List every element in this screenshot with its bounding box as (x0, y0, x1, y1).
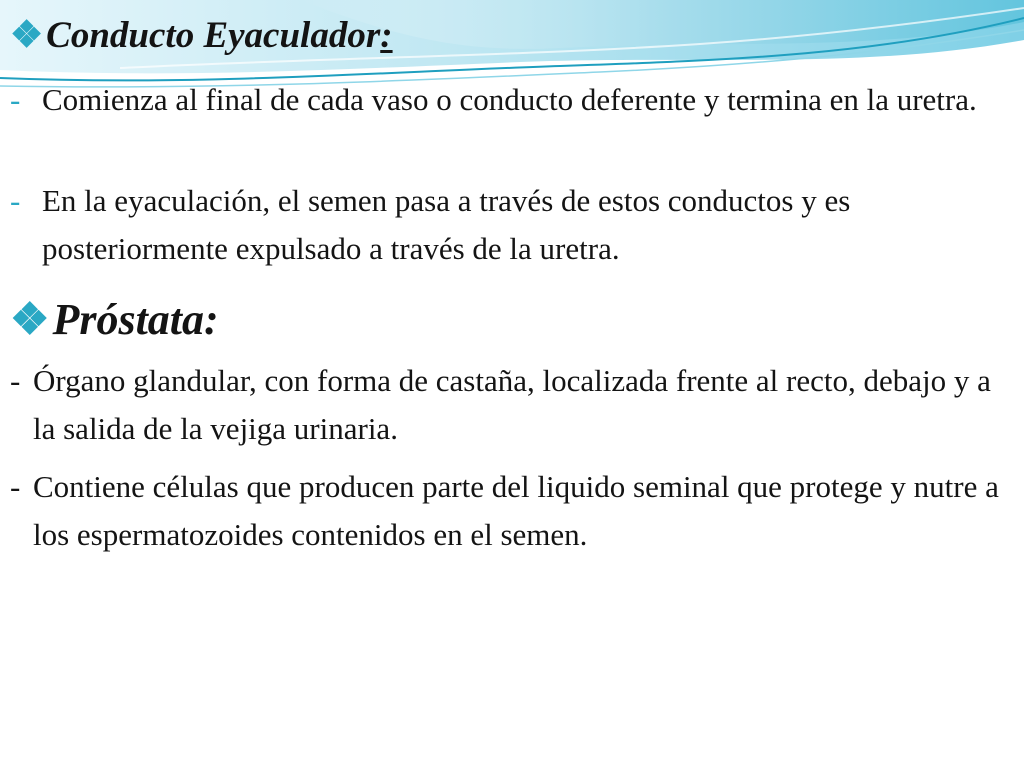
dash-bullet: - (10, 469, 21, 504)
dash-bullet: - (10, 363, 21, 398)
bullet-text-first-line-wrapper (10, 357, 1010, 453)
diamond-bullet-icon: ❖ (10, 15, 44, 56)
bullet-text: Comienza al final de cada vaso o conducto deferente y termina en la uretra. (42, 82, 977, 117)
bullet-item (10, 463, 1010, 559)
section-heading-prostata (10, 295, 219, 344)
diamond-bullet-icon: ❖ (10, 295, 50, 344)
bullet-item (10, 76, 1010, 124)
section-title: Conducto Eyaculador (46, 15, 381, 56)
bullet-item (10, 177, 1010, 273)
bullet-item (10, 357, 1010, 453)
bullet-text: Órgano glandular, con forma de castaña, localizada frente al recto, debajo y a la salida de la vejiga urinaria. (33, 363, 991, 446)
bullet-text: En la eyaculación, el semen pasa a través de estos conductos y es posteriormente expulsado a través de la uretra. (42, 183, 851, 266)
section-title: Próstata: (52, 295, 219, 344)
bullet-text: Contiene células que producen parte del liquido seminal que protege y nutre a los espermatozoides contenidos en el semen. (33, 469, 999, 552)
section-title-colon: : (380, 15, 393, 56)
bullet-text-first-line-wrapper (10, 463, 1010, 559)
section-heading-conducto (10, 17, 393, 54)
dash-bullet: - (10, 82, 21, 117)
dash-bullet: - (10, 183, 21, 218)
